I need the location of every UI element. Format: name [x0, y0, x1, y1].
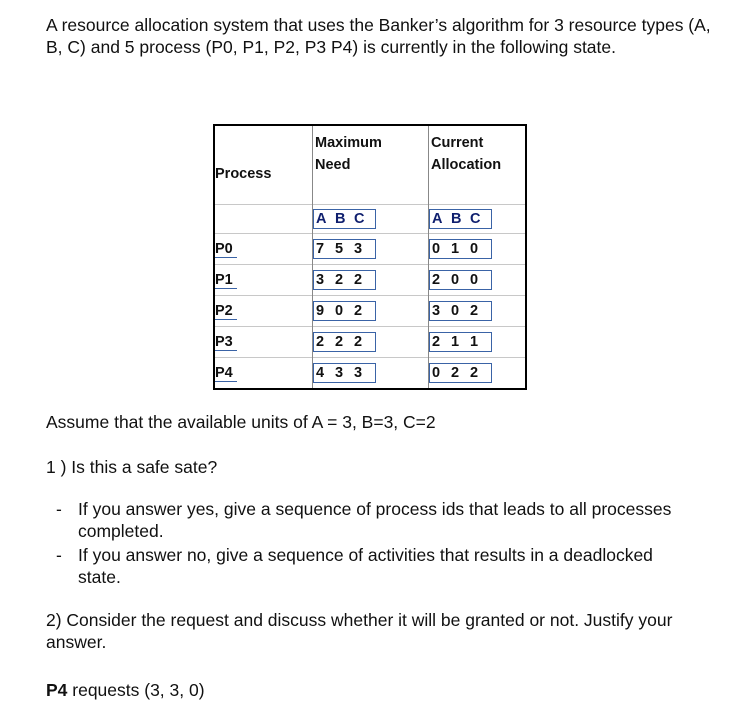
- table-row: P2 9 0 2 3 0 2: [214, 296, 526, 327]
- available-units: Assume that the available units of A = 3, B=3, C=2: [46, 412, 436, 432]
- intro-paragraph: A resource allocation system that uses the Banker’s algorithm for 3 resource types (A, B, C) and 5 process (P0, P1, P2, P3 P4) is currently in the following state.: [46, 15, 711, 57]
- need-resource-labels: A B C: [313, 205, 429, 234]
- alloc-resource-labels: A B C: [429, 205, 527, 234]
- answer-instructions: [56, 498, 696, 590]
- question-2: 2) Consider the request and discuss whether it will be granted or not. Justify your answer.: [46, 610, 673, 652]
- process-header: Process: [214, 125, 313, 205]
- table-row: P3 2 2 2 2 1 1: [214, 327, 526, 358]
- allocation-table: [213, 124, 527, 390]
- request-process: P4: [46, 680, 68, 700]
- table-row: P0 7 5 3 0 1 0: [214, 234, 526, 265]
- table-row: P1 3 2 2 2 0 0: [214, 265, 526, 296]
- request-line: [46, 679, 205, 701]
- max-need-header: Maximum Need: [313, 125, 429, 205]
- request-text: requests (3, 3, 0): [67, 680, 205, 700]
- list-item: - If you answer no, give a sequence of activities that results in a deadlocked state.: [56, 545, 653, 587]
- list-item: - If you answer yes, give a sequence of process ids that leads to all processes completed.: [56, 499, 672, 541]
- current-allocation-header: Current Allocation: [431, 135, 502, 173]
- question-1: 1 ) Is this a safe sate?: [46, 457, 218, 477]
- table-row: P4 4 3 3 0 2 2: [214, 358, 526, 390]
